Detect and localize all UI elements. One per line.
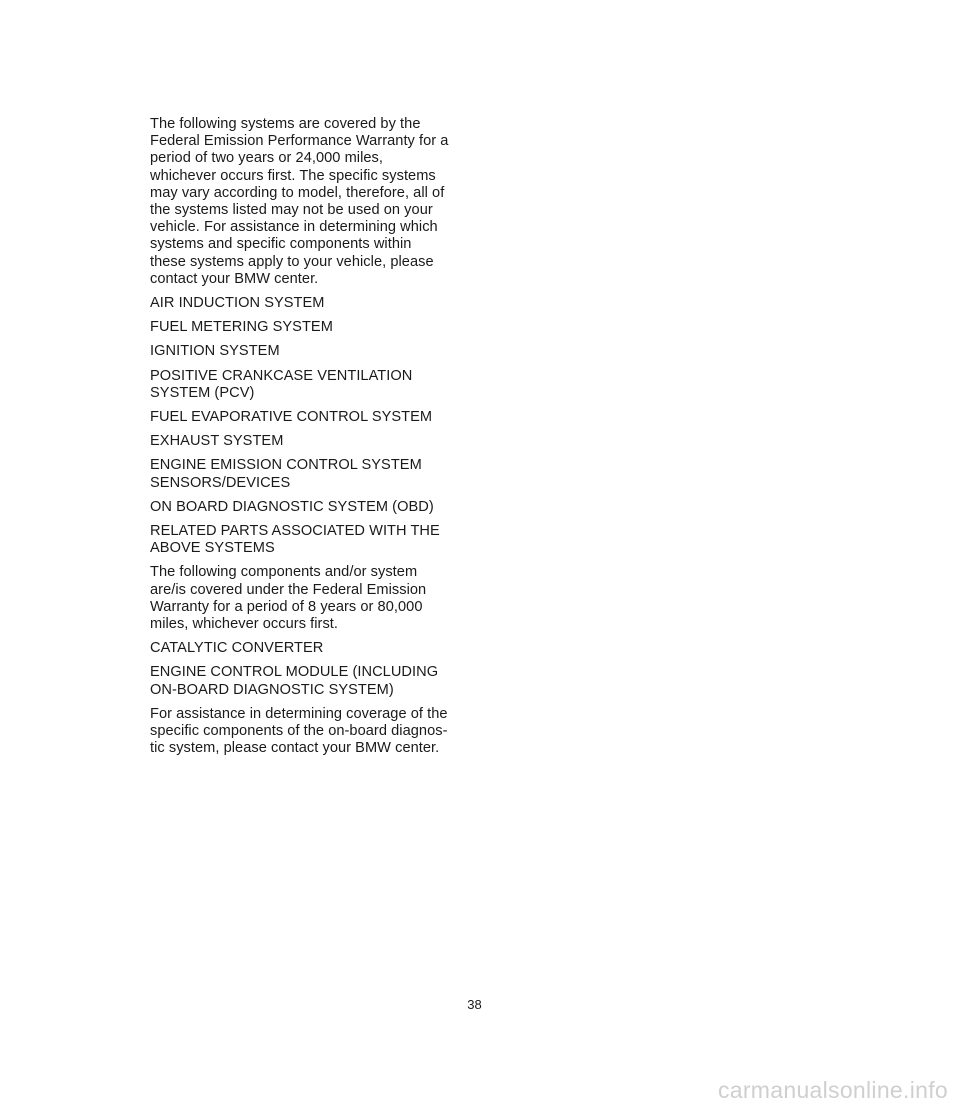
system-item-ignition: IGNITION SYSTEM xyxy=(150,343,280,360)
component-warranty-paragraph: The following components and/or system are/is covered under the Federal Emission Warranty for a period of 8 years or 80,000 miles, whichever occurs first. xyxy=(150,564,427,633)
intro-paragraph: The following systems are covered by the Federal Emission Performance Warranty for a period of two years or 24,000 miles, whichever occurs first. The specific systems may vary according to model, therefore, all of the systems listed may not be used on your vehicle. For assistance in determining which systems and specific components within these systems apply to your vehicle, please contact your BMW center. xyxy=(150,116,449,287)
page-number: 38 xyxy=(467,997,482,1012)
component-item-engine-control-module: ENGINE CONTROL MODULE (INCLUDING ON-BOARD DIAGNOSTIC SYSTEM) xyxy=(150,664,439,698)
system-item-emission-sensors: ENGINE EMISSION CONTROL SYSTEM SENSORS/DEVICES xyxy=(150,457,422,491)
system-item-air-induction: AIR INDUCTION SYSTEM xyxy=(150,295,325,312)
system-item-fuel-metering: FUEL METERING SYSTEM xyxy=(150,319,333,336)
system-item-fuel-evaporative: FUEL EVAPORATIVE CONTROL SYSTEM xyxy=(150,409,433,426)
watermark: carmanualsonline.info xyxy=(717,1077,948,1103)
system-item-pcv: POSITIVE CRANKCASE VENTILATION SYSTEM (PCV) xyxy=(150,367,413,401)
assistance-paragraph: For assistance in determining coverage of the specific components of the on-board diagnos- tic system, please contact your BMW center. xyxy=(150,705,448,757)
text-column xyxy=(150,116,470,765)
component-item-catalytic-converter: CATALYTIC CONVERTER xyxy=(150,640,324,657)
system-item-obd: ON BOARD DIAGNOSTIC SYSTEM (OBD) xyxy=(150,498,434,515)
system-item-related-parts: RELATED PARTS ASSOCIATED WITH THE ABOVE SYSTEMS xyxy=(150,523,440,557)
system-item-exhaust: EXHAUST SYSTEM xyxy=(150,433,284,450)
